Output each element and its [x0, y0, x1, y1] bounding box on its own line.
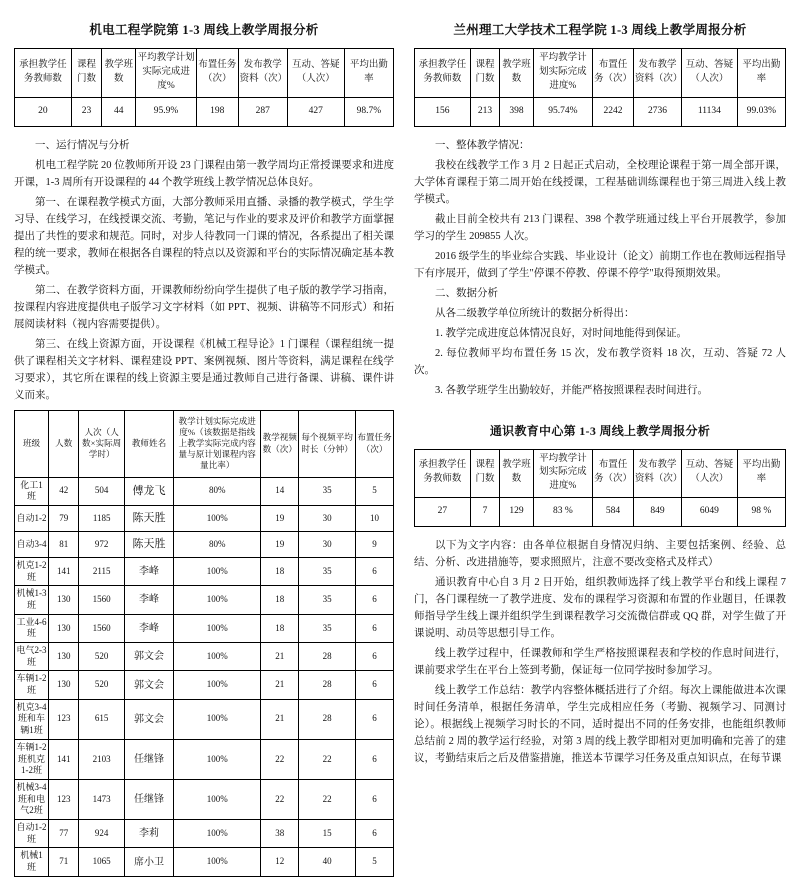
paragraph: 第三、在线上资源方面，开设课程《机械工程导论》1 门课程（课程组统一提供了课程相关文字材料、课程建设 PPT、案例视频、图片等资料，满足课程在线学习要求），其它所在课程的线上资源主要是通过教师自己进行备课、讲稿、课件讲义而来。	[14, 338, 394, 401]
table-cell: 130	[49, 671, 79, 699]
table-cell: 6	[356, 779, 394, 819]
table-header-row	[415, 449, 786, 497]
left-page-title: 机电工程学院第 1-3 周线上教学周报分析	[89, 23, 319, 37]
column-header: 布置任务（次）	[593, 449, 634, 497]
paragraph: 第二、在教学资料方面，开课教师纷纷向学生提供了电子版的教学学习指南，按课程内容进度提供电子版学习文字材料（如 PPT、视频、讲稿等不同形式）和拓展阅读材料（视内容需要提供）。	[14, 284, 394, 330]
table-cell: 100%	[174, 699, 261, 739]
table-cell: 机克1-2班	[15, 557, 49, 585]
table-cell: 郭文会	[124, 671, 173, 699]
table-cell: 584	[593, 497, 634, 526]
table-cell: 6	[356, 739, 394, 779]
right-body-text	[414, 137, 786, 399]
table-cell: 15	[299, 819, 356, 847]
table-cell: 2115	[79, 557, 124, 585]
table-cell: 陈天胜	[124, 505, 173, 531]
table-cell: 1473	[79, 779, 124, 819]
column-header: 教师姓名	[124, 410, 173, 477]
table-cell: 9	[356, 531, 394, 557]
table-cell: 40	[299, 848, 356, 876]
table-row	[15, 779, 394, 819]
table-cell: 35	[299, 614, 356, 642]
table-cell: 6049	[682, 497, 738, 526]
table-cell: 100%	[174, 505, 261, 531]
table-cell: 100%	[174, 643, 261, 671]
right-second-table	[414, 449, 786, 527]
table-cell: 100%	[174, 848, 261, 876]
column-header: 人数	[49, 410, 79, 477]
table-cell: 机械1-3班	[15, 586, 49, 614]
right-column	[404, 0, 800, 800]
table-row	[415, 497, 786, 526]
left-summary-table-wrap	[14, 48, 394, 126]
left-body-text	[14, 137, 394, 404]
column-header: 教学班数	[102, 49, 136, 97]
table-cell: 100%	[174, 779, 261, 819]
table-row	[15, 586, 394, 614]
column-header: 教学计划实际完成进度%（该数据是指线上教学实际完成内容量与原计划课程内容量比率）	[174, 410, 261, 477]
table-cell: 100%	[174, 614, 261, 642]
column-header: 人次（人数×实际周学时）	[79, 410, 124, 477]
table-cell: 28	[299, 699, 356, 739]
table-cell: 141	[49, 739, 79, 779]
table-cell: 1185	[79, 505, 124, 531]
paragraph: 2016 级学生的毕业综合实践、毕业设计（论文）前期工作也在教师远程指导下有序展开，做到了学生"停课不停教、停课不停学"取得预期效果。	[414, 250, 786, 279]
column-header: 每个视频平均时长（分钟）	[299, 410, 356, 477]
table-cell: 123	[49, 779, 79, 819]
table-cell: 129	[500, 497, 533, 526]
table-cell: 77	[49, 819, 79, 847]
table-cell: 81	[49, 531, 79, 557]
column-header: 平均出勤率	[737, 49, 785, 97]
column-header: 承担教学任务教师数	[415, 449, 471, 497]
column-header: 布置任务（次）	[593, 49, 634, 97]
table-cell: 42	[49, 477, 79, 505]
paragraph: 一、运行情况与分析	[35, 139, 130, 151]
table-row	[415, 97, 786, 126]
table-row	[15, 505, 394, 531]
table-cell: 30	[299, 505, 356, 531]
table-cell: 6	[356, 671, 394, 699]
table-cell: 520	[79, 671, 124, 699]
table-cell: 130	[49, 586, 79, 614]
right-summary-table	[414, 48, 786, 126]
table-cell: 任继锋	[124, 739, 173, 779]
column-header: 布置任务（次）	[196, 49, 238, 97]
table-cell: 自动1-2班	[15, 819, 49, 847]
table-cell: 席小卫	[124, 848, 173, 876]
right-page-title: 兰州理工大学技术工程学院 1-3 周线上教学周报分析	[453, 23, 747, 37]
column-header: 教学班数	[500, 449, 533, 497]
left-detail-table	[14, 410, 394, 877]
table-cell: 22	[299, 739, 356, 779]
table-cell: 849	[633, 497, 681, 526]
table-cell: 机械1班	[15, 848, 49, 876]
paragraph: 1. 教学完成进度总体情况良好，对时间地能得到保证。	[435, 327, 687, 339]
column-header: 互动、答疑（人次）	[682, 49, 738, 97]
right-second-title: 通识教育中心第 1-3 周线上教学周报分析	[489, 423, 711, 438]
column-header: 课程门数	[470, 49, 500, 97]
table-cell: 6	[356, 643, 394, 671]
table-cell: 22	[261, 739, 299, 779]
table-cell: 1560	[79, 614, 124, 642]
table-cell: 14	[261, 477, 299, 505]
table-cell: 972	[79, 531, 124, 557]
table-cell: 李莉	[124, 819, 173, 847]
table-cell: 83 %	[533, 497, 592, 526]
table-cell: 398	[500, 97, 533, 126]
table-cell: 95.9%	[136, 97, 197, 126]
column-header: 互动、答疑（人次）	[682, 449, 738, 497]
column-header: 平均教学计划实际完成进度%	[533, 449, 592, 497]
paragraph: 截止目前全校共有 213 门课程、398 个教学班通过线上平台开展教学，参加学习的学生 209855 人次。	[414, 213, 786, 242]
table-cell: 20	[15, 97, 72, 126]
table-cell: 427	[287, 97, 344, 126]
table-cell: 19	[261, 505, 299, 531]
column-header: 教学班数	[500, 49, 533, 97]
table-cell: 21	[261, 643, 299, 671]
table-cell: 1065	[79, 848, 124, 876]
paragraph: 第一、在课程教学模式方面，大部分教师采用直播、录播的教学模式，学生学习导、在线学习，在线授课交流、考勤，笔记与作业的要求及评价和教学方面掌握提出了共性的要求和规范。同时，对步人待教同一门课的情况，各系提出了相关课程的统一要求，教师在根据各自课程的特点以及资源和平台的实际情况确定基本教学模式。	[14, 196, 394, 276]
table-cell: 6	[356, 586, 394, 614]
table-cell: 100%	[174, 819, 261, 847]
column-header: 发布教学资料（次）	[633, 49, 681, 97]
table-cell: 38	[261, 819, 299, 847]
column-header: 平均教学计划实际完成进度%	[136, 49, 197, 97]
table-cell: 98.7%	[344, 97, 393, 126]
table-cell: 6	[356, 699, 394, 739]
table-cell: 7	[470, 497, 500, 526]
table-cell: 李峰	[124, 614, 173, 642]
table-cell: 520	[79, 643, 124, 671]
table-cell: 11134	[682, 97, 738, 126]
table-cell: 10	[356, 505, 394, 531]
table-cell: 27	[415, 497, 471, 526]
table-row	[15, 848, 394, 876]
table-cell: 6	[356, 557, 394, 585]
table-cell: 6	[356, 819, 394, 847]
table-cell: 郭文会	[124, 699, 173, 739]
table-cell: 28	[299, 643, 356, 671]
column-header: 平均出勤率	[344, 49, 393, 97]
table-cell: 35	[299, 557, 356, 585]
table-cell: 98 %	[737, 497, 785, 526]
table-cell: 924	[79, 819, 124, 847]
column-header: 发布教学资料（次）	[633, 449, 681, 497]
table-cell: 100%	[174, 739, 261, 779]
right-second-table-wrap	[414, 449, 786, 527]
table-cell: 自动1-2	[15, 505, 49, 531]
table-cell: 21	[261, 699, 299, 739]
table-cell: 213	[470, 97, 500, 126]
table-cell: 机克3-4班和车辆1班	[15, 699, 49, 739]
table-row	[15, 699, 394, 739]
column-header: 布置任务（次）	[356, 410, 394, 477]
table-cell: 陈天胜	[124, 531, 173, 557]
table-cell: 6	[356, 614, 394, 642]
table-cell: 35	[299, 477, 356, 505]
right-body-text-2	[414, 537, 786, 767]
paragraph: 我校在线教学工作 3 月 2 日起正式启动，全校理论课程于第一周全部开课，大学体育课程于第二周开始在线授课，工程基础训练课程也于第三周进入线上教学模式。	[414, 159, 786, 205]
column-header: 平均出勤率	[737, 449, 785, 497]
table-cell: 35	[299, 586, 356, 614]
table-cell: 化工1班	[15, 477, 49, 505]
table-cell: 5	[356, 477, 394, 505]
column-header: 课程门数	[71, 49, 101, 97]
column-header: 互动、答疑（人次）	[287, 49, 344, 97]
table-cell: 傅龙飞	[124, 477, 173, 505]
table-cell: 615	[79, 699, 124, 739]
table-row	[15, 531, 394, 557]
table-row	[15, 819, 394, 847]
table-cell: 100%	[174, 586, 261, 614]
table-row	[15, 97, 394, 126]
table-cell: 李峰	[124, 586, 173, 614]
table-cell: 198	[196, 97, 238, 126]
paragraph: 线上教学过程中，任课教师和学生严格按照课程表和学校的作息时间进行，课前要求学生在平台上签到考勤，保证每一位同学按时参加学习。	[414, 647, 786, 676]
column-header: 班级	[15, 410, 49, 477]
table-cell: 18	[261, 614, 299, 642]
table-row	[15, 739, 394, 779]
table-cell: 504	[79, 477, 124, 505]
table-row	[15, 671, 394, 699]
paragraph: 线上教学工作总结：教学内容整体概括进行了介绍。每次上课能做进本次课时间任务清单，根据任务清单，学生完成相应任务（考勤、视频学习、同测讨论）。根据线上视频学习时长的不同，适时提出不同的任务安排，也能组织教师总结前 2 周的教学运行经验，对第 3 周的线上教学即相对更加明确和完善了的建议，考勤结束后之后及借鉴措施，推送本节课学习任务及重点知识点，在每节课	[414, 684, 786, 764]
paragraph: 机电工程学院 20 位教师所开设 23 门课程由第一教学周均正常授课要求和进度开课，1-3 周所有开设课程的 44 个教学班线上教学情况总体良好。	[14, 159, 394, 188]
table-row	[15, 614, 394, 642]
table-cell: 19	[261, 531, 299, 557]
table-cell: 141	[49, 557, 79, 585]
table-cell: 21	[261, 671, 299, 699]
paragraph: 一、整体教学情况：	[435, 139, 530, 151]
table-cell: 44	[102, 97, 136, 126]
table-cell: 156	[415, 97, 471, 126]
table-row	[15, 643, 394, 671]
left-summary-table	[14, 48, 394, 126]
table-cell: 79	[49, 505, 79, 531]
table-cell: 80%	[174, 531, 261, 557]
table-cell: 28	[299, 671, 356, 699]
table-cell: 287	[238, 97, 287, 126]
column-header: 承担教学任务教师数	[15, 49, 72, 97]
table-header-row	[415, 49, 786, 97]
table-cell: 1560	[79, 586, 124, 614]
paragraph: 以下为文字内容：由各单位根据自身情况归纳、主要包括案例、经验、总结、分析、改进措施等，要求照照片，注意不要改变格式及样式）	[414, 539, 786, 568]
column-header: 教学视频数（次）	[261, 410, 299, 477]
paragraph: 从各二级教学单位所统计的数据分析得出：	[435, 307, 635, 319]
table-cell: 自动3-4	[15, 531, 49, 557]
table-cell: 电气2-3班	[15, 643, 49, 671]
paragraph: 二、数据分析	[435, 287, 498, 299]
paragraph: 通识教育中心自 3 月 2 日开始，组织教师选择了线上教学平台和线上课程 7 门，各门课程统一了教学进度、发布的课程学习资源和布置的作业题目，任课教师指导学生线上课并组织学生到课程教学习交流微信群或 QQ 群，对学生做了开课说明、动员等思想引导工作。	[414, 576, 786, 639]
table-cell: 123	[49, 699, 79, 739]
paragraph: 3. 各教学班学生出勤较好，并能严格按照课程表时间进行。	[435, 384, 708, 396]
table-cell: 李峰	[124, 557, 173, 585]
table-cell: 2736	[633, 97, 681, 126]
table-cell: 任继锋	[124, 779, 173, 819]
table-cell: 23	[71, 97, 101, 126]
table-cell: 22	[261, 779, 299, 819]
table-cell: 车辆1-2班机克1-2班	[15, 739, 49, 779]
table-cell: 郭文会	[124, 643, 173, 671]
table-row	[15, 477, 394, 505]
table-cell: 5	[356, 848, 394, 876]
table-cell: 100%	[174, 671, 261, 699]
table-cell: 100%	[174, 557, 261, 585]
table-cell: 2242	[593, 97, 634, 126]
table-cell: 12	[261, 848, 299, 876]
table-cell: 机械3-4班和电气2班	[15, 779, 49, 819]
table-row	[15, 557, 394, 585]
table-header-row	[15, 410, 394, 477]
paragraph: 2. 每位教师平均布置任务 15 次，发布教学资料 18 次，互动、答疑 72 人次。	[414, 347, 786, 376]
column-header: 发布教学资料（次）	[238, 49, 287, 97]
table-cell: 130	[49, 643, 79, 671]
column-header: 平均教学计划实际完成进度%	[533, 49, 592, 97]
table-cell: 18	[261, 586, 299, 614]
table-cell: 71	[49, 848, 79, 876]
table-cell: 30	[299, 531, 356, 557]
table-cell: 18	[261, 557, 299, 585]
table-cell: 130	[49, 614, 79, 642]
table-cell: 95.74%	[533, 97, 592, 126]
table-cell: 2103	[79, 739, 124, 779]
table-cell: 车辆1-2班	[15, 671, 49, 699]
table-cell: 22	[299, 779, 356, 819]
column-header: 课程门数	[470, 449, 500, 497]
right-summary-table-wrap	[414, 48, 786, 126]
table-cell: 99.03%	[737, 97, 785, 126]
column-header: 承担教学任务教师数	[415, 49, 471, 97]
table-header-row	[15, 49, 394, 97]
table-cell: 80%	[174, 477, 261, 505]
table-cell: 工业4-6班	[15, 614, 49, 642]
